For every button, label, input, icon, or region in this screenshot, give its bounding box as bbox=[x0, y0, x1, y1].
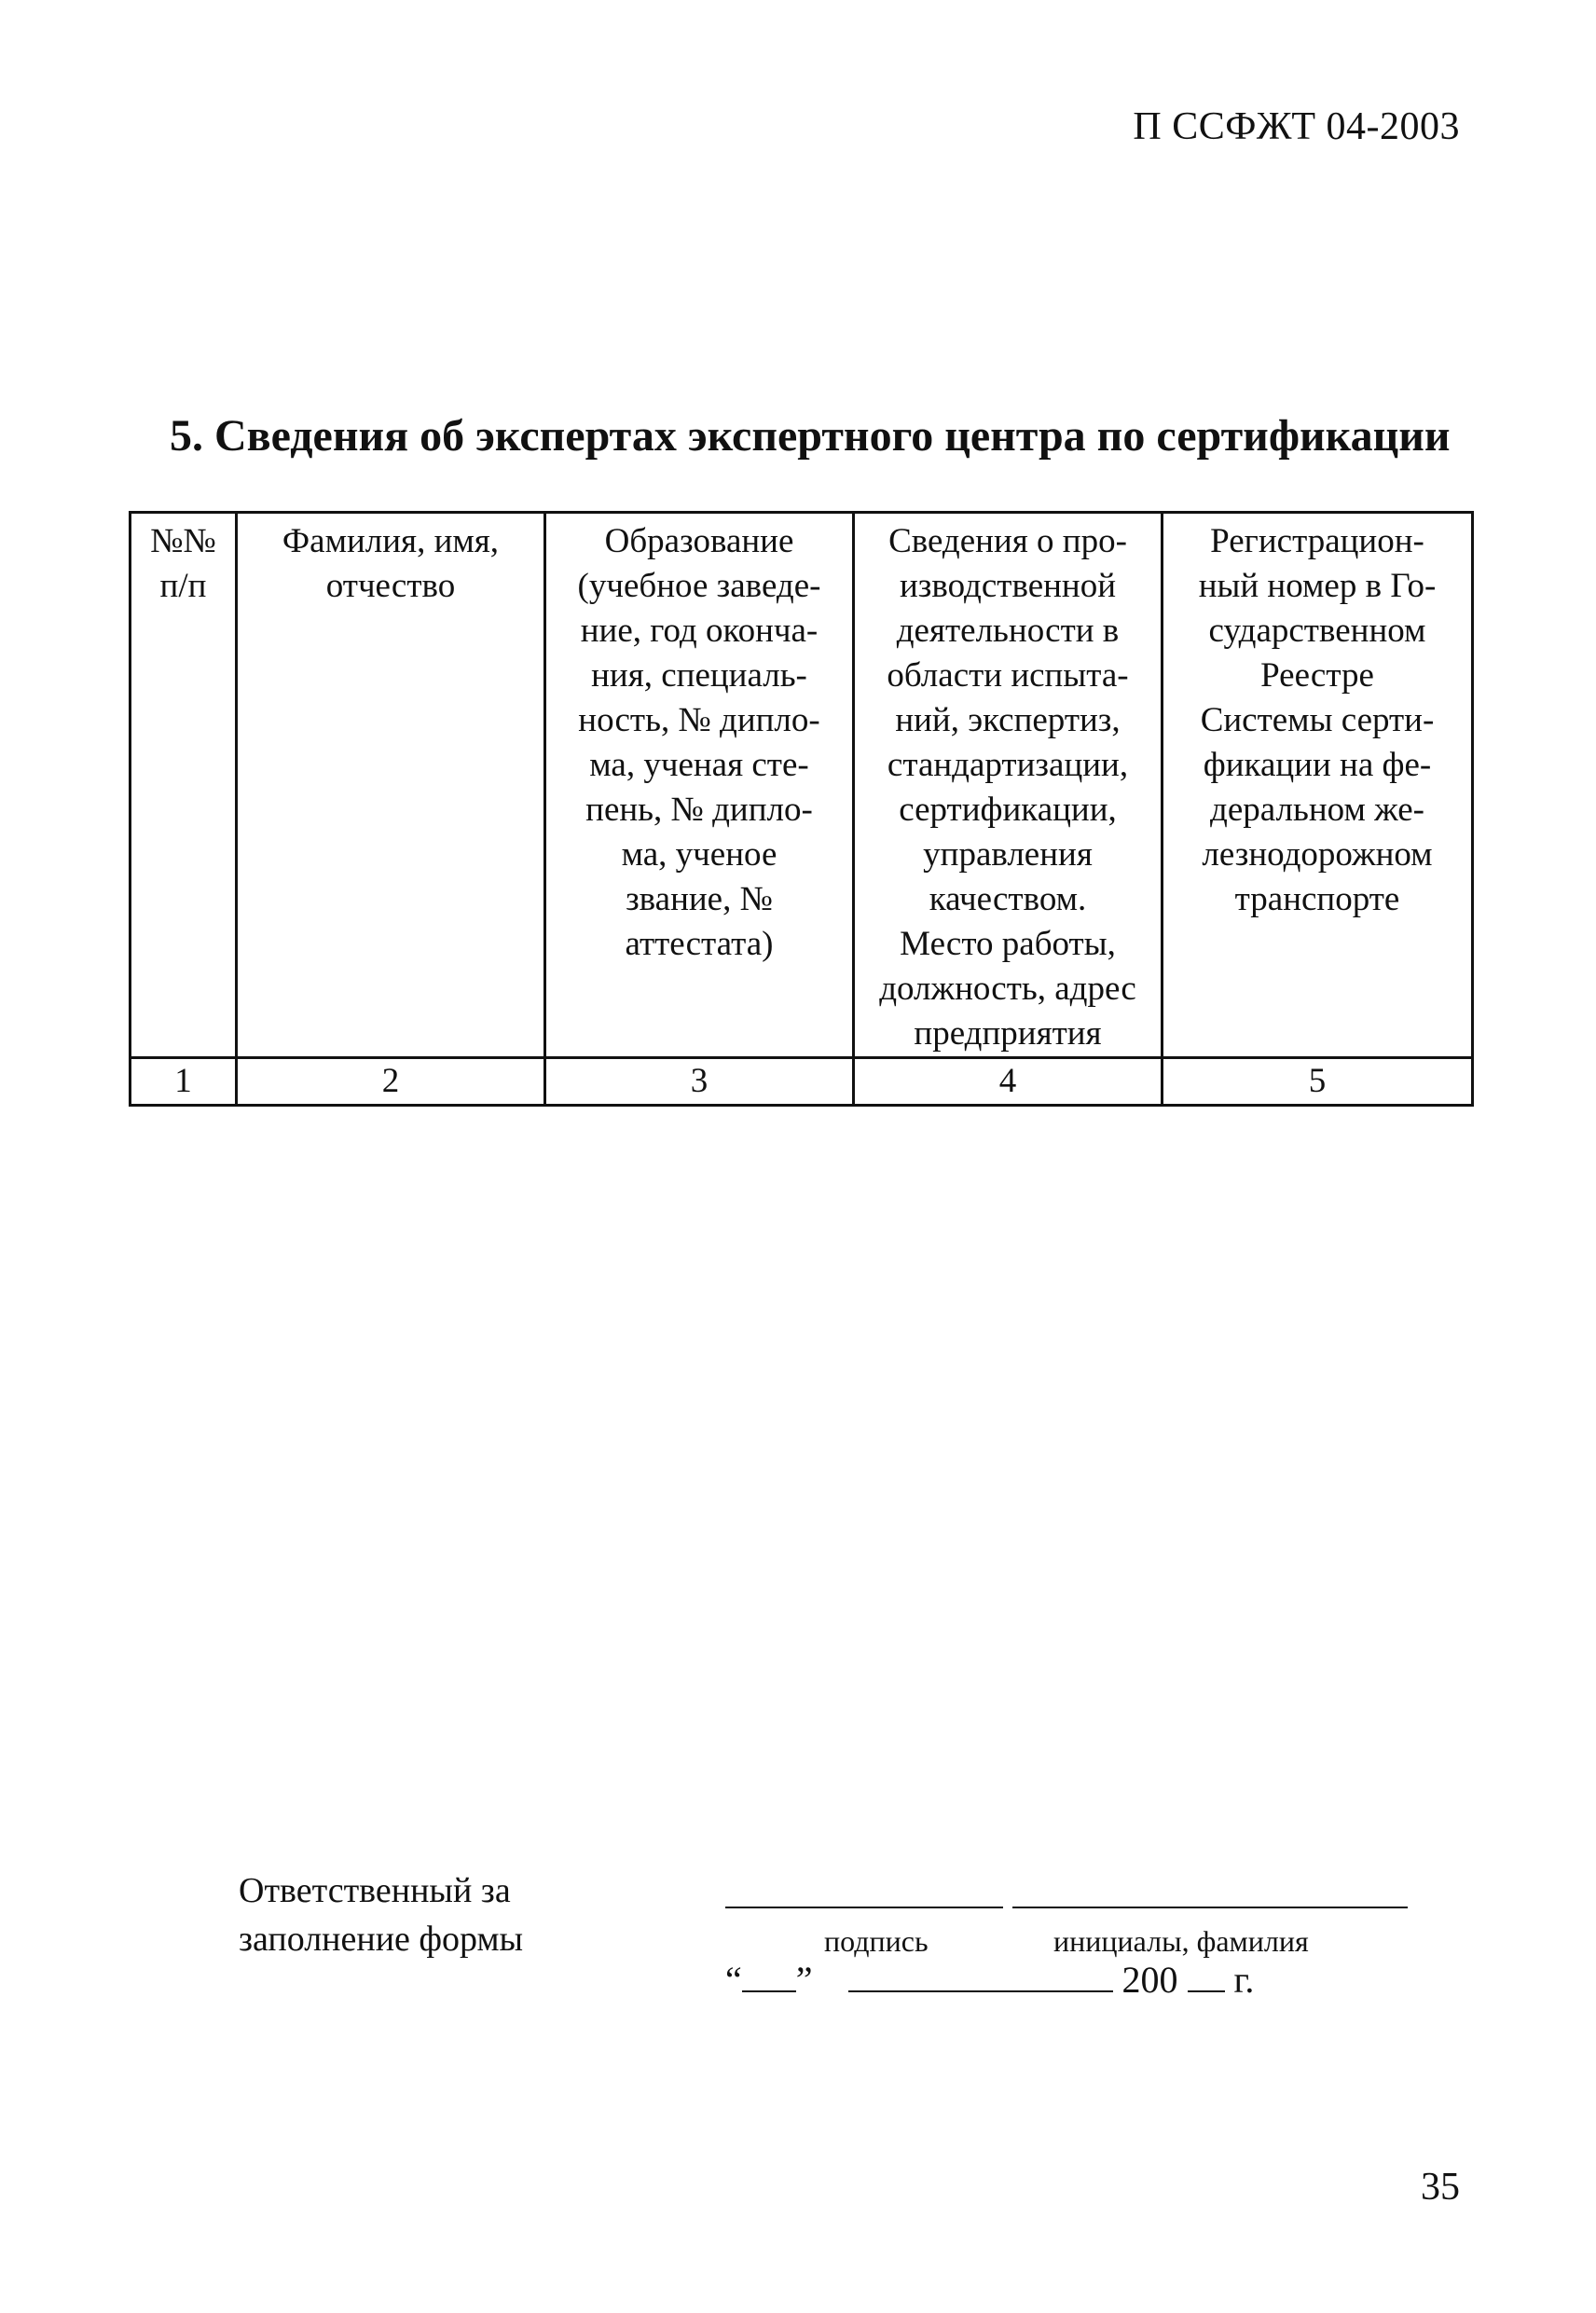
document-code: П ССФЖТ 04-2003 bbox=[1133, 105, 1460, 148]
column-number-row bbox=[131, 1058, 1473, 1106]
name-line bbox=[1012, 1907, 1408, 1908]
section-title: 5. Сведения об экспертах экспертного центра по сертификации bbox=[170, 411, 1451, 461]
column-number-cell: 1 bbox=[131, 1058, 237, 1106]
signature-caption: подпись bbox=[824, 1924, 929, 1958]
date-row bbox=[725, 1958, 1254, 2002]
year-suffix: г. bbox=[1233, 1959, 1255, 2001]
day-blank bbox=[742, 1959, 796, 1992]
date-close-quote: ” bbox=[795, 1959, 813, 2001]
page-number: 35 bbox=[1421, 2166, 1460, 2209]
table-header-row bbox=[131, 513, 1473, 1058]
column-number-cell: 4 bbox=[854, 1058, 1163, 1106]
year-blank bbox=[1188, 1959, 1225, 1992]
column-number-cell: 5 bbox=[1163, 1058, 1473, 1106]
date-open-quote: “ bbox=[725, 1959, 742, 2001]
signature-line bbox=[725, 1907, 1003, 1908]
column-header-education: Образование (учебное заведе- ние, год оконча- ния, специаль- ность, № дипло- ма, ученая сте- пень, № дипло- ма, ученое звание, № аттестата) bbox=[545, 513, 854, 1058]
experts-table bbox=[129, 511, 1474, 1107]
column-header-number: №№ п/п bbox=[131, 513, 237, 1058]
column-header-work-experience: Сведения о про- изводственной деятельности в области испыта- ний, экспертиз, стандартизации, сертификации, управления качеством. Место работы, должность, адрес предприятия bbox=[854, 513, 1163, 1058]
year-prefix: 200 bbox=[1121, 1959, 1178, 2001]
responsible-label: Ответственный за заполнение формы bbox=[239, 1871, 524, 1959]
month-blank bbox=[848, 1959, 1113, 1992]
column-number-cell: 2 bbox=[237, 1058, 545, 1106]
column-header-full-name: Фамилия, имя, отчество bbox=[237, 513, 545, 1058]
column-number-cell: 3 bbox=[545, 1058, 854, 1106]
name-caption: инициалы, фамилия bbox=[1053, 1924, 1309, 1958]
column-header-registration-number: Регистрацион- ный номер в Го- сударственном Реестре Системы серти- фикации на фе- деральном же- лезнодорожном транспорте bbox=[1163, 513, 1473, 1058]
